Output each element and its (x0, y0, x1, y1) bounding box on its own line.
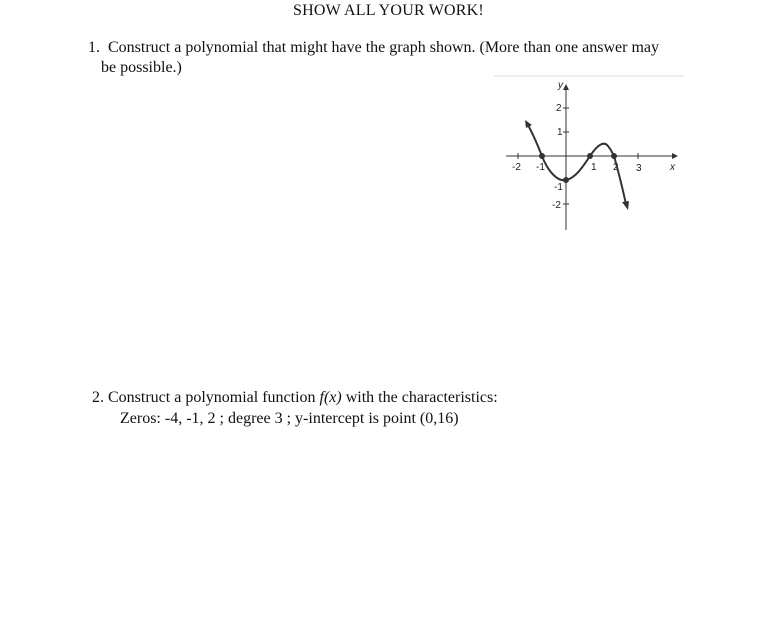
x-tick-label: -1 (536, 162, 545, 173)
y-axis-arrow (563, 84, 569, 90)
polynomial-graph (488, 70, 688, 240)
y-tick-label: -2 (552, 200, 561, 211)
y-tick-label: 1 (557, 127, 563, 138)
curve-arrow-right (622, 201, 629, 210)
question-2-text-pre: Construct a polynomial function (108, 389, 320, 406)
x-axis-label: x (670, 162, 675, 173)
question-1-text: Construct a polynomial that might have the graph shown. (More than one answer may (108, 39, 659, 56)
question-2-number: 2. (92, 389, 104, 406)
zero-point (587, 153, 593, 159)
x-axis-arrow (672, 153, 678, 159)
y-axis-label: y (558, 80, 563, 91)
zero-point (611, 153, 617, 159)
question-2 (92, 387, 498, 429)
x-tick-label: 3 (636, 163, 642, 174)
page-title: SHOW ALL YOUR WORK! (293, 2, 484, 19)
question-1-number: 1. (88, 39, 100, 56)
question-1-line-2: be possible.) (101, 59, 182, 76)
y-tick-label: 2 (556, 103, 562, 114)
question-1-line-1 (88, 38, 688, 58)
function-name: f(x) (319, 389, 342, 406)
x-tick-label: 2 (613, 162, 619, 173)
y-intercept-point (563, 177, 569, 183)
question-2-text-post: with the characteristics: (341, 389, 498, 406)
x-tick-label: 1 (591, 162, 597, 173)
question-2-line-1 (92, 387, 498, 408)
y-tick-label: -1 (554, 182, 563, 193)
zero-point (539, 153, 545, 159)
question-2-characteristics: Zeros: -4, -1, 2 ; degree 3 ; y-intercept is point (0,16) (120, 410, 459, 427)
x-tick-label: -2 (512, 162, 521, 173)
